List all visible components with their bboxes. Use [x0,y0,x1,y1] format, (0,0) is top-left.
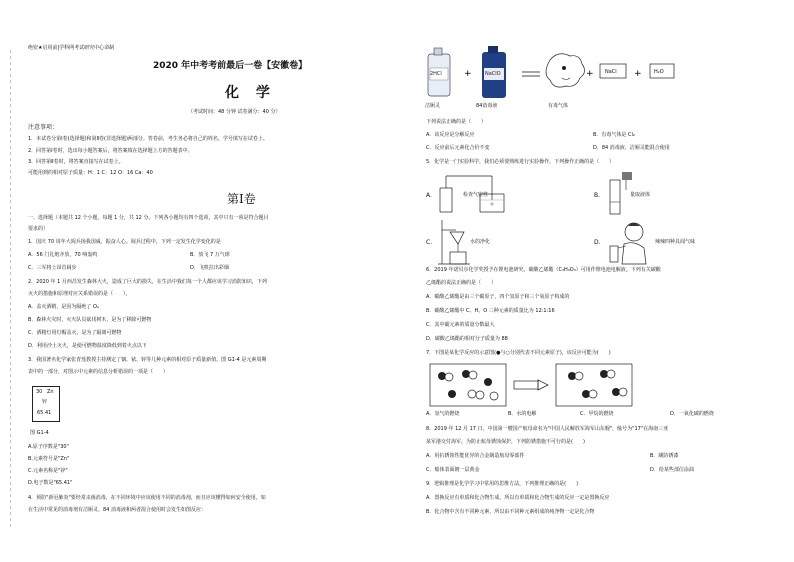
q7-stem: 7．下图是某化学反应的示意图(●与○分别代表不同元素原子)，该反应可能为( ) [426,350,611,356]
roll-title: 第Ⅰ卷 [227,192,256,206]
notes-line-2: 2．回答第Ⅰ卷时，选出每小题答案后，将答案填在选择题上方的答题表中。 [28,148,193,154]
reaction-diagram [428,362,638,408]
bottle2-label: NaClO [485,71,501,77]
q5-label-c: C. [426,239,433,246]
bottle1-caption: 洁厕灵 [425,103,441,109]
q8-option-b: B．刷防锈漆 [650,453,679,459]
q1-option-d: D．飞机拉出彩烟 [190,265,229,271]
svg-text:+: + [464,69,472,79]
q5-caption-b: 量取液体 [630,192,651,198]
q6-option-a: A．碳酸乙烯酯是由三个碳原子，四个氢原子和三个氧原子构成的 [426,294,570,300]
bottle2-caption: 84消毒液 [476,103,498,109]
h2o-label: H₂O [654,69,664,75]
q9-option-a: A．置换反应有单质和化合物生成，所以有单质和化合物生成的反应一定是置换反应 [426,495,610,501]
q1-option-b: B．放飞 7 万气球 [190,252,230,258]
q3-caption: 图 G1-4 [30,430,49,436]
binding-line [8,50,13,530]
notes-line-3: 3．回答第Ⅱ卷时，将答案直接写在试卷上。 [28,159,124,165]
q5-label-b: B. [594,192,601,199]
q3-stem-2: 表中的一部分，对图示中元素的信息分析错误的一项是（ ） [28,369,169,375]
cell-name: 锌 [42,399,48,405]
q3-option-d: D.电子数是"65.41" [28,480,73,486]
q7-option-d: D．一氧化碳的燃烧 [670,411,714,417]
gas-caption: 有毒气体 [548,103,569,109]
q4-stem-2: 在生活中常见的消毒剂有洁厕灵、84 消毒液和两者混合使用时会发生如图反应： [28,507,206,513]
q5-label-d: D. [594,239,601,246]
svg-text:+: + [634,69,642,79]
q6-stem-1: 6．2019 年诺贝尔化学奖授予在锂电池研究，碳酸乙烯酯（C₃H₄O₃）可用作锂电池电解液。下列有关碳酸 [426,267,661,273]
q6-option-c: C．其中碳元素的质量分数最大 [426,322,495,328]
notes-heading: 注意事项： [28,124,59,131]
bottle1-label: 2HCl [430,71,442,77]
q3-option-c: C.元素名称是"锌" [28,468,68,474]
q6-stem-2: 乙烯酯的说法正确的是（ ） [426,280,497,286]
q2-option-a: A．盖灭酒精，是因为隔绝了 O₂ [28,304,99,310]
q9-option-b: B．化合物中含有不同种元素，所以由不同种元素组成的纯净物一定是化合物 [426,509,595,515]
q8-stem-2: 某军港交付海军。为防止航母锈蚀保护，下列防锈措施不可行的是( ) [426,439,585,445]
q4-option-b: B．有毒气体是 Cl₂ [593,132,635,138]
nacl-label: NaCl [605,69,617,75]
top-note: 绝密★启用前|学科网考试研究中心命制 [28,45,115,51]
cell-symbol: Zn [47,389,54,395]
q5-caption-c: 水的净化 [470,239,491,245]
q2-stem-2: 灭火的措施和原理对应关系错误的是（ ）。 [28,291,131,297]
notes-line-1: 1．本试卷分第Ⅰ卷(选择题)和第Ⅱ卷(非选择题)两部分。答卷前，考生务必将自己的姓名、学号填写在试卷上。 [28,136,268,142]
q6-option-b: B．碳酸乙烯酯中 C、H、O 三种元素的质量比为 12:1:16 [426,308,555,314]
section-intro-1: 一、选择题（本题共 12 个小题，每题 1 分，共 12 分。下列各小题均有四个选项，其中只有一项是符合题目 [28,215,269,221]
q8-option-c: C．船体表面镀一层黄金 [426,467,480,473]
q6-option-d: D．碳酸乙烯酯的相对分子质量为 88 [426,336,508,342]
svg-text:+: + [586,69,594,79]
q3-option-a: A.原子序数是"30" [28,444,69,450]
q2-option-c: C．酒精灯用灯帽盖灭，是为了隔离可燃物 [28,330,122,336]
q5-caption-d: 辣辣四种具闻气味 [655,239,696,245]
q4-stem-1: 4．预防"新冠肺炎"要经常杀菌消毒，在不同环境中应该使用不同的消毒剂，而且应该懂得如何安全使用，如 [28,495,266,501]
cell-number: 30 [36,389,43,395]
q2-stem-1: 2．2020 年 1 月西昌发生森林大火，造成了巨大的损失，在生活中我们每一个人都应该学习消防知识，下列 [28,279,267,285]
q8-option-d: D．给某些部位涂油 [650,467,694,473]
q3-option-b: B.元素符号是"Zn" [28,456,70,462]
q4-option-c: C．反应前后元素化合价不变 [426,145,490,151]
q4-option-a: A．该反应是分解反应 [426,132,475,138]
q4-option-d: D．84 消毒液、洁厕灵能混合使用 [593,145,670,151]
q8-option-a: A．用抗锈蚀性能优异的合金制造航母零部件 [426,453,525,459]
q9-stem: 9．逻辑推理是化学学习中常用的思维方法，下列推理正确的是( ) [426,481,579,487]
exam-info: （考试时间：48 分钟 试卷满分：40 分） [188,109,281,115]
q2-option-d: D．利用沙土灭火，是使可燃物温度降低到着火点以下 [28,343,147,349]
q1-stem: 1．国庆 70 周年大阅兵扬我国威，振奋人心。阅兵过程中，下列一定发生化学变化的是 [28,239,221,245]
section-intro-2: 要求的） [28,226,49,232]
q5-stem: 5．化学是一门实验科学，我们必须要熟练进行实验操作，下列操作正确的是（ ） [426,159,615,165]
q3-stem-1: 3．我国著名化学家张青莲教授主持测定了铟、铱、锌等几种元素的相对原子质量新值。图 G1-4 是元素周期 [28,357,267,363]
exam-title: 2020 年中考考前最后一卷【安徽卷】 [153,61,308,71]
smell-gas-figure [604,218,654,268]
q8-stem-1: 8．2019 年 12 月 17 日，中国第一艘国产航母命名为"中国人民解放军海军山东舰"，舷号为"17"在海南三亚 [426,426,669,432]
q4-question: 下列说法正确的是（ ） [426,119,487,125]
q7-option-c: C．甲烷的燃烧 [580,411,614,417]
periodic-table-cell [32,386,60,422]
subject-title: 化 学 [225,85,276,101]
q1-option-a: A．56 门礼炮齐放，70 响轰鸣 [28,252,98,258]
q7-option-b: B．水的电解 [508,411,537,417]
q5-label-a: A. [426,192,432,199]
q7-option-a: A．氢气的燃烧 [426,411,460,417]
q5-caption-a: 检查气密性 [463,192,489,198]
cell-mass: 65.41 [37,410,52,416]
q2-option-b: B．森林火灾时，灭火队员砍伐树木，是为了移除可燃物 [28,317,152,323]
atomic-masses: 可能用到的相对原子质量：H：1 C：12 O：16 Ca：40 [28,170,153,176]
q1-option-c: C．三军将士昂首阔步 [28,265,77,271]
